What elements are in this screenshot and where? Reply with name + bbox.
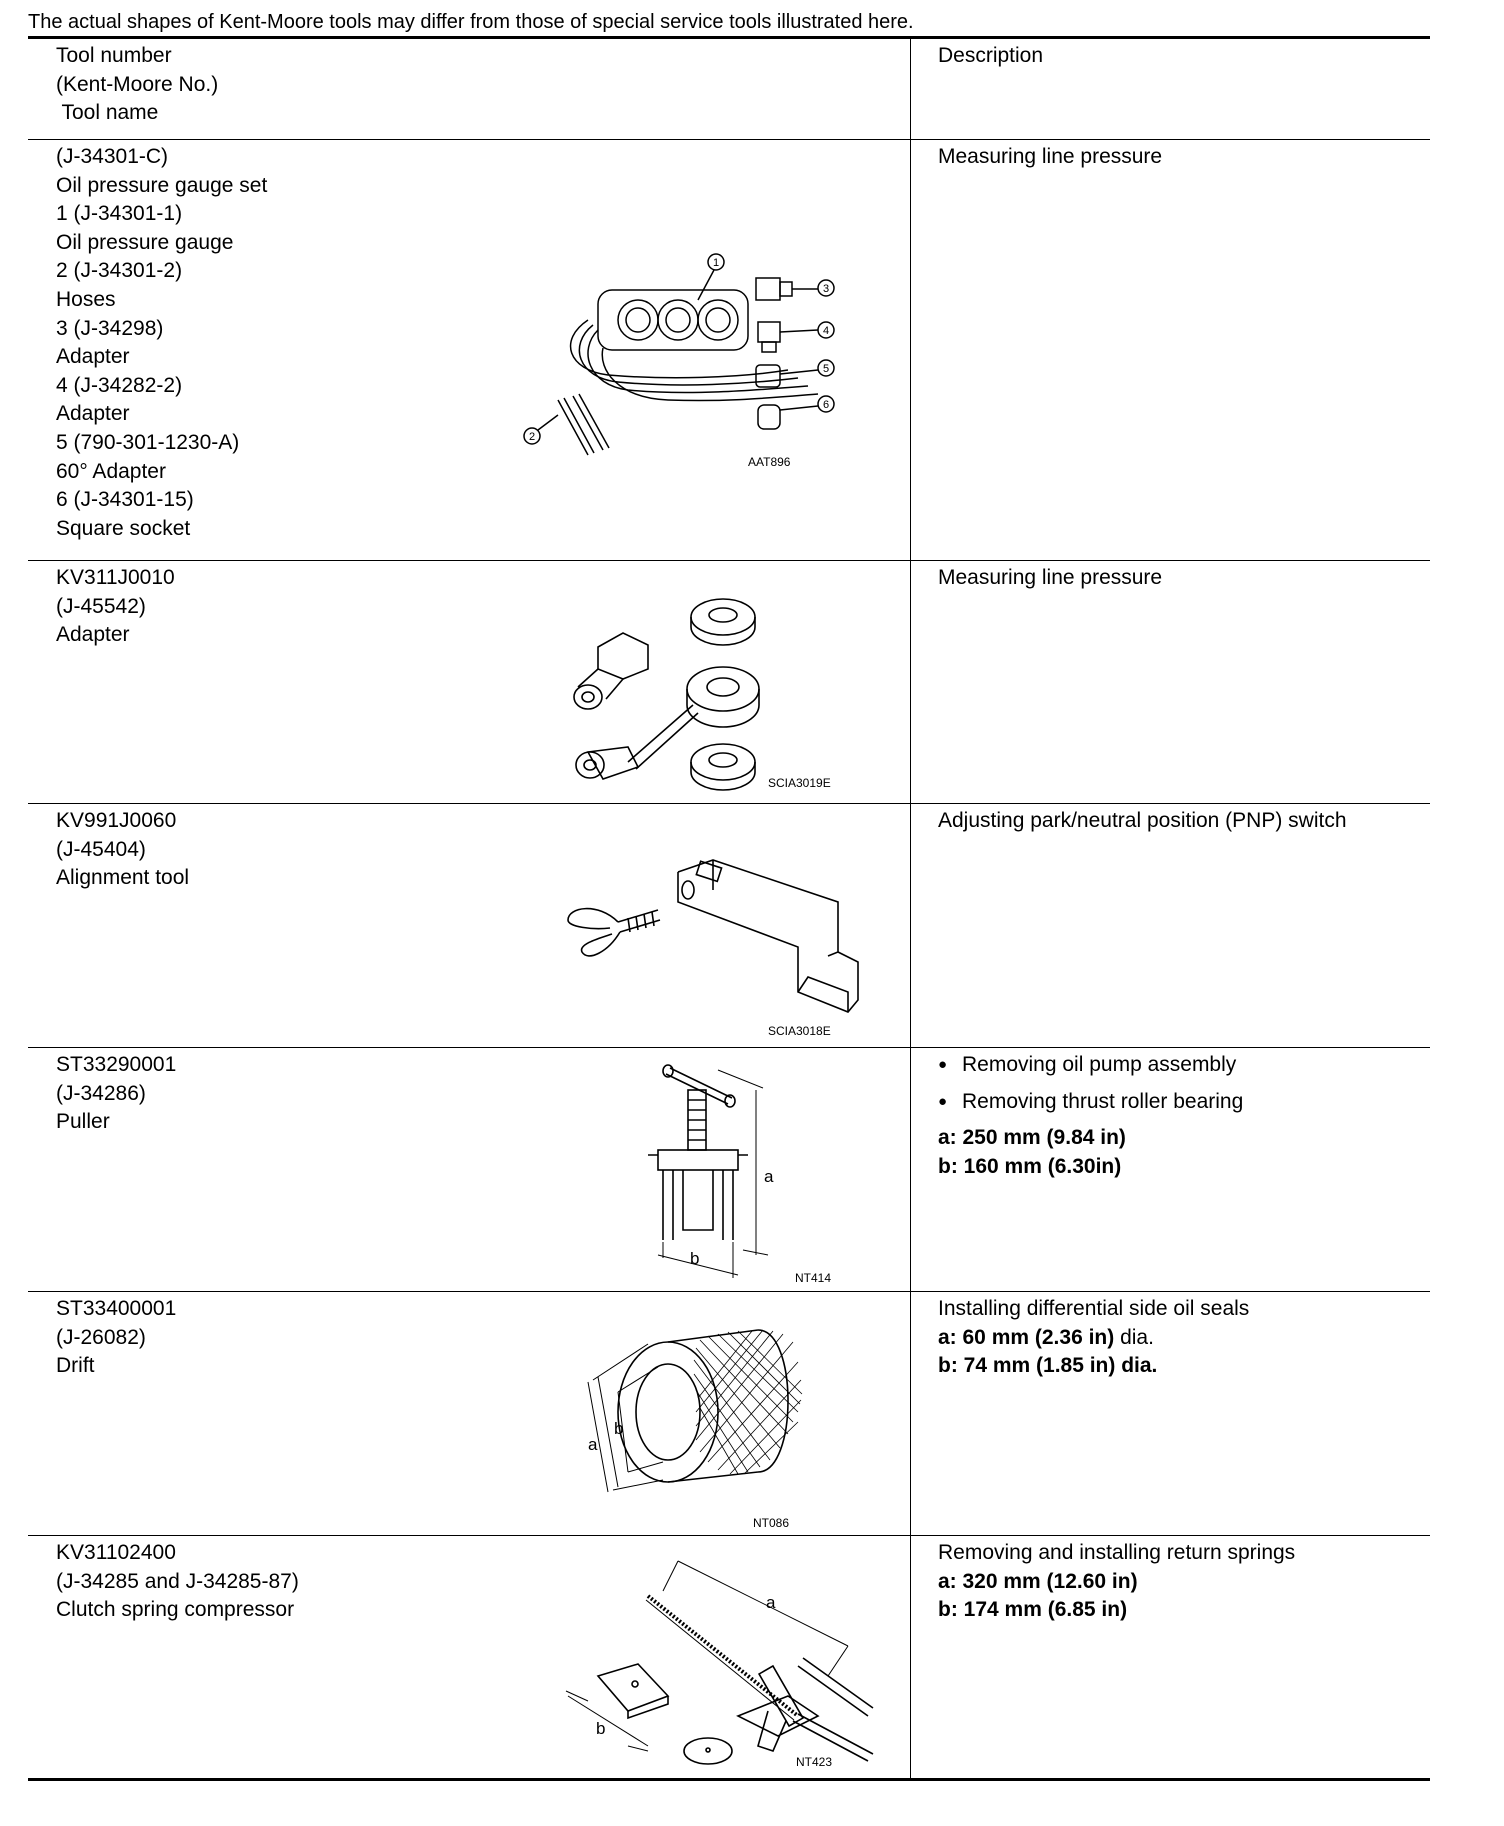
tool-cell	[28, 140, 911, 561]
header-line: (Kent-Moore No.)	[56, 72, 219, 96]
tool-cell	[28, 1536, 911, 1780]
tool-cell	[28, 1048, 911, 1292]
callout-label: 1	[712, 257, 720, 269]
table-row	[28, 1048, 1430, 1292]
tool-line: Adapter	[56, 345, 130, 369]
tool-line: Adapter	[56, 402, 130, 426]
tool-line: Oil pressure gauge	[56, 230, 234, 254]
tool-cell	[28, 804, 911, 1048]
tool-line: Square socket	[56, 516, 191, 540]
table-row	[28, 561, 1430, 804]
tool-line: KV311J0010	[56, 566, 175, 589]
callout-label: 6	[822, 399, 830, 411]
description-text: Installing differential side oil seals	[938, 1297, 1250, 1320]
tool-cell	[28, 561, 911, 804]
header-line: Tool name	[56, 101, 159, 125]
dimension-label-b: b	[614, 1419, 624, 1438]
description-bullet: ● Removing oil pump assembly	[938, 1051, 1430, 1080]
tool-line: 60° Adapter	[56, 459, 166, 483]
tool-line: Drift	[56, 1354, 95, 1378]
table-row	[28, 1536, 1430, 1780]
alignment-tool-illustration	[538, 852, 868, 1042]
tool-line: KV991J0060	[56, 809, 177, 832]
tool-line: (J-34301-C)	[56, 145, 169, 168]
callout-label: 3	[822, 283, 830, 295]
tool-line: Alignment tool	[56, 866, 190, 890]
header-description	[911, 38, 1431, 140]
header-tool-number	[28, 38, 911, 140]
tool-line: Puller	[56, 1110, 110, 1134]
description-text: Adjusting park/neutral position (PNP) switch	[938, 809, 1347, 832]
description-cell	[911, 804, 1431, 1048]
description-cell	[911, 1048, 1431, 1292]
tool-line: 1 (J-34301-1)	[56, 202, 183, 226]
clutch-spring-compressor-illustration	[528, 1546, 888, 1776]
callout-label: 4	[822, 325, 830, 337]
tool-line: (J-45542)	[56, 594, 146, 618]
tool-line: Hoses	[56, 287, 116, 311]
description-cell	[911, 1536, 1431, 1780]
description-text: Removing and installing return springs	[938, 1541, 1296, 1564]
dimension-label-b: b	[596, 1719, 606, 1738]
tool-line: ST33290001	[56, 1053, 177, 1076]
dimension-a-suffix: dia.	[1114, 1325, 1154, 1349]
dimension-b: b: 160 mm (6.30in)	[938, 1154, 1122, 1178]
tool-line: Clutch spring compressor	[56, 1598, 295, 1622]
tool-line: ST33400001	[56, 1297, 177, 1320]
description-cell	[911, 1292, 1431, 1536]
description-text: Measuring line pressure	[938, 145, 1163, 168]
tool-line: 2 (J-34301-2)	[56, 259, 183, 283]
description-cell	[911, 561, 1431, 804]
tool-line: 5 (790-301-1230-A)	[56, 430, 240, 454]
special-service-tools-table	[28, 36, 1430, 1781]
tool-line: (J-34285 and J-34285-87)	[56, 1569, 299, 1593]
callout-label: 2	[528, 431, 536, 443]
tool-line: (J-34286)	[56, 1081, 146, 1105]
table-header-row	[28, 38, 1430, 140]
tool-line: KV31102400	[56, 1541, 176, 1564]
drift-illustration	[588, 1322, 848, 1532]
tool-line: (J-26082)	[56, 1325, 146, 1349]
tool-cell	[28, 1292, 911, 1536]
callout-label: 5	[822, 363, 830, 375]
description-text: Measuring line pressure	[938, 566, 1163, 589]
figure-code: NT086	[753, 1516, 790, 1530]
tool-line: Oil pressure gauge set	[56, 173, 268, 197]
tool-line: 6 (J-34301-15)	[56, 488, 194, 512]
figure-code: SCIA3019E	[768, 776, 831, 790]
description-cell	[911, 140, 1431, 561]
adapter-illustration	[568, 587, 868, 792]
dimension-label-a: a	[766, 1593, 776, 1612]
figure-code: NT414	[795, 1271, 832, 1285]
header-line: Tool number	[56, 44, 172, 67]
tool-line: 3 (J-34298)	[56, 316, 164, 340]
table-row	[28, 804, 1430, 1048]
tool-line: 4 (J-34282-2)	[56, 373, 183, 397]
dimension-a: a: 250 mm (9.84 in)	[938, 1126, 1126, 1150]
dimension-b: b: 74 mm (1.85 in) dia.	[938, 1354, 1158, 1378]
tool-line: (J-45404)	[56, 837, 146, 861]
dimension-label-a: a	[764, 1167, 774, 1186]
dimension-label-a: a	[588, 1435, 598, 1454]
puller-illustration	[628, 1060, 868, 1285]
tool-line: Adapter	[56, 623, 130, 647]
dimension-label-b: b	[690, 1249, 700, 1268]
dimension-a: a: 320 mm (12.60 in)	[938, 1569, 1138, 1593]
header-description-label: Description	[938, 44, 1044, 67]
figure-code: AAT896	[748, 455, 791, 469]
description-bullet: ● Removing thrust roller bearing	[938, 1088, 1430, 1117]
table-row	[28, 1292, 1430, 1536]
table-row	[28, 140, 1430, 561]
figure-code: SCIA3018E	[768, 1024, 831, 1038]
dimension-a: a: 60 mm (2.36 in)	[938, 1325, 1115, 1349]
oil-pressure-gauge-set-illustration	[518, 250, 858, 470]
dimension-b: b: 174 mm (6.85 in)	[938, 1598, 1128, 1622]
figure-code: NT423	[796, 1755, 833, 1769]
disclaimer-note: The actual shapes of Kent-Moore tools may differ from those of special service tools illustrated here.	[28, 11, 914, 33]
